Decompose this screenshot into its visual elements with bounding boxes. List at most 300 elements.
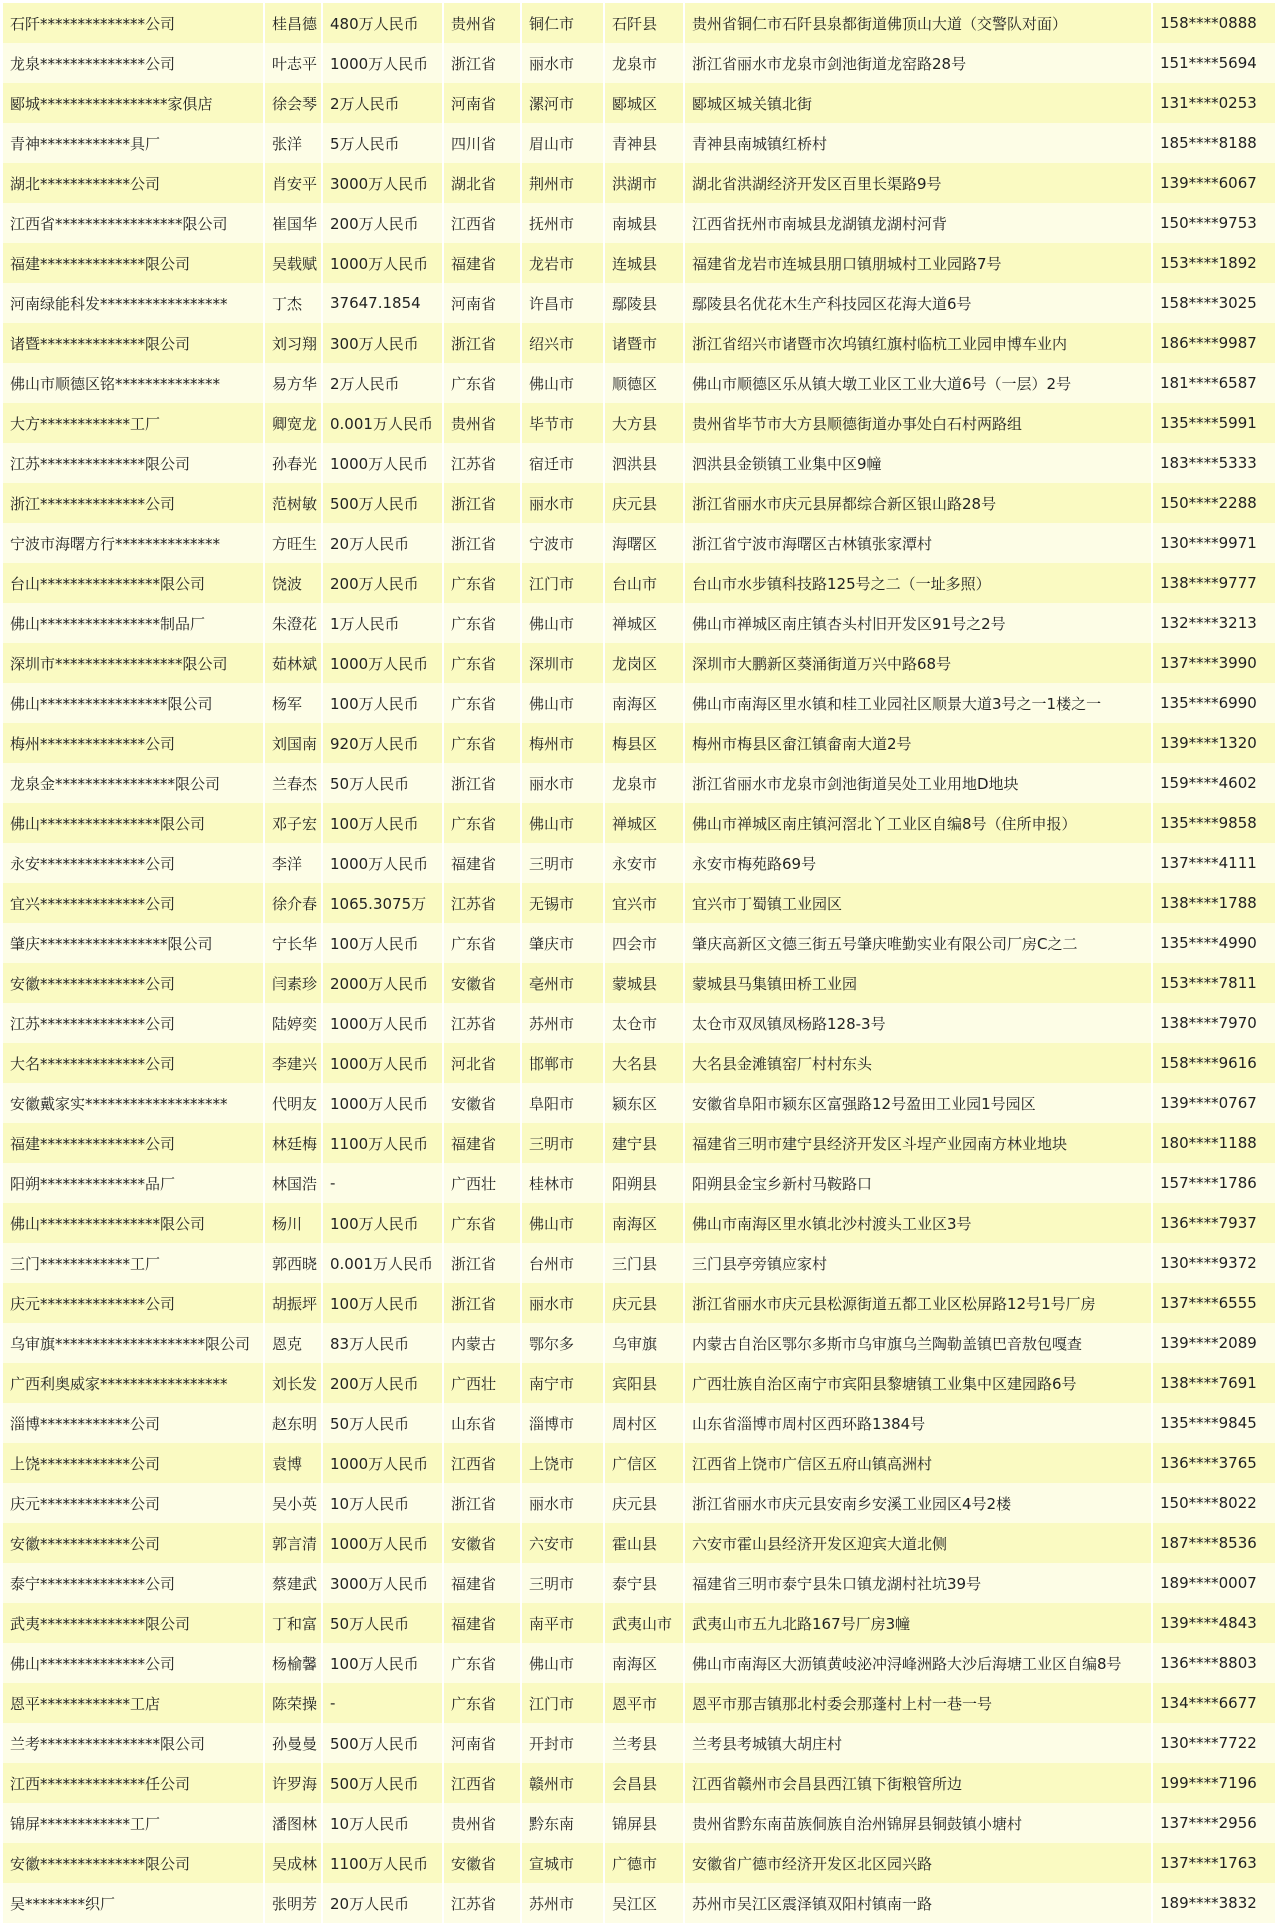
phone-cell: 139****6067	[1160, 174, 1257, 192]
company-name-cell: 武夷**************限公司	[3, 1603, 265, 1643]
district-cell: 鄢陵县	[605, 283, 685, 323]
phone-cell: 134****6677	[1160, 1694, 1257, 1712]
legal-rep-cell: 吴成林	[265, 1843, 323, 1883]
province-cell: 河南省	[444, 283, 522, 323]
legal-rep-cell: 袁博	[265, 1443, 323, 1483]
district-cell: 庆元县	[605, 483, 685, 523]
legal-rep-cell: 徐会琴	[265, 83, 323, 123]
phone-cell: 130****9372	[1160, 1254, 1257, 1272]
address-cell: 浙江省丽水市龙泉市剑池街道龙窑路28号	[685, 43, 1153, 83]
table-row	[3, 1403, 1275, 1443]
registered-capital-cell: 20万人民币	[323, 523, 444, 563]
table-row	[3, 1483, 1275, 1523]
city-cell: 深圳市	[522, 643, 605, 683]
district-cell: 霍山县	[605, 1523, 685, 1563]
legal-rep-cell: 杨榆馨	[265, 1643, 323, 1683]
table-row	[3, 403, 1275, 443]
registered-capital-cell: 500万人民币	[323, 1763, 444, 1803]
table-row	[3, 1683, 1275, 1723]
district-cell: 洪湖市	[605, 163, 685, 203]
district-cell: 梅县区	[605, 723, 685, 763]
city-cell: 阜阳市	[522, 1083, 605, 1123]
phone-cell: 186****9987	[1160, 334, 1257, 352]
table-row	[3, 483, 1275, 523]
city-cell: 南平市	[522, 1603, 605, 1643]
district-cell: 诸暨市	[605, 323, 685, 363]
registered-capital-cell: 5万人民币	[323, 123, 444, 163]
company-name-cell: 龙泉金****************限公司	[3, 763, 265, 803]
district-cell: 大名县	[605, 1043, 685, 1083]
company-name-cell: 安徽戴家实*******************	[3, 1083, 265, 1123]
legal-rep-cell: 林国浩	[265, 1163, 323, 1203]
district-cell: 宜兴市	[605, 883, 685, 923]
province-cell: 江西省	[444, 1443, 522, 1483]
address-cell: 大名县金滩镇窑厂村村东头	[685, 1043, 1153, 1083]
address-cell: 湖北省洪湖经济开发区百里长渠路9号	[685, 163, 1153, 203]
legal-rep-cell: 吴小英	[265, 1483, 323, 1523]
city-cell: 梅州市	[522, 723, 605, 763]
legal-rep-cell: 赵东明	[265, 1403, 323, 1443]
legal-rep-cell: 朱澄花	[265, 603, 323, 643]
city-cell: 南宁市	[522, 1363, 605, 1403]
address-cell: 浙江省丽水市庆元县屏都综合新区银山路28号	[685, 483, 1153, 523]
district-cell: 南海区	[605, 1643, 685, 1683]
province-cell: 广东省	[444, 683, 522, 723]
registered-capital-cell: 1000万人民币	[323, 1043, 444, 1083]
address-cell: 山东省淄博市周村区西环路1384号	[685, 1403, 1153, 1443]
province-cell: 广东省	[444, 563, 522, 603]
district-cell: 庆元县	[605, 1283, 685, 1323]
address-cell: 福建省三明市建宁县经济开发区斗埕产业园南方林业地块	[685, 1123, 1153, 1163]
table-row	[3, 1803, 1275, 1843]
province-cell: 广东省	[444, 603, 522, 643]
legal-rep-cell: 郭言清	[265, 1523, 323, 1563]
address-cell: 阳朔县金宝乡新村马鞍路口	[685, 1163, 1153, 1203]
registered-capital-cell: 10万人民币	[323, 1803, 444, 1843]
table-row	[3, 1043, 1275, 1083]
city-cell: 龙岩市	[522, 243, 605, 283]
table-row	[3, 123, 1275, 163]
district-cell: 连城县	[605, 243, 685, 283]
table-row	[3, 1643, 1275, 1683]
address-cell: 安徽省阜阳市颍东区富强路12号盈田工业园1号园区	[685, 1083, 1153, 1123]
company-name-cell: 兰考****************限公司	[3, 1723, 265, 1763]
phone-cell: 136****7937	[1160, 1214, 1257, 1232]
phone-cell: 189****0007	[1160, 1574, 1257, 1592]
registered-capital-cell: 1000万人民币	[323, 443, 444, 483]
table-row	[3, 1083, 1275, 1123]
address-cell: 江西省上饶市广信区五府山镇高洲村	[685, 1443, 1153, 1483]
province-cell: 河南省	[444, 1723, 522, 1763]
registered-capital-cell: 1000万人民币	[323, 843, 444, 883]
company-name-cell: 泰宁**************公司	[3, 1563, 265, 1603]
registered-capital-cell: 100万人民币	[323, 803, 444, 843]
phone-cell: 150****9753	[1160, 214, 1257, 232]
province-cell: 安徽省	[444, 1843, 522, 1883]
company-name-cell: 安徽**************公司	[3, 963, 265, 1003]
registered-capital-cell: 50万人民币	[323, 763, 444, 803]
table-row	[3, 723, 1275, 763]
company-name-cell: 佛山**************公司	[3, 1643, 265, 1683]
registered-capital-cell: 1000万人民币	[323, 1003, 444, 1043]
legal-rep-cell: 范树敏	[265, 483, 323, 523]
registered-capital-cell: 200万人民币	[323, 203, 444, 243]
registered-capital-cell: 1100万人民币	[323, 1843, 444, 1883]
province-cell: 安徽省	[444, 1523, 522, 1563]
company-name-cell: 湖北************公司	[3, 163, 265, 203]
city-cell: 毕节市	[522, 403, 605, 443]
phone-cell: 135****9845	[1160, 1414, 1257, 1432]
phone-cell: 131****0253	[1160, 94, 1257, 112]
legal-rep-cell: 陈荣操	[265, 1683, 323, 1723]
company-name-cell: 深圳市*****************限公司	[3, 643, 265, 683]
company-name-cell: 台山****************限公司	[3, 563, 265, 603]
city-cell: 佛山市	[522, 363, 605, 403]
phone-cell: 136****3765	[1160, 1454, 1257, 1472]
phone-cell: 183****5333	[1160, 454, 1257, 472]
phone-cell: 158****3025	[1160, 294, 1257, 312]
phone-cell: 137****1763	[1160, 1854, 1257, 1872]
legal-rep-cell: 陆婷奕	[265, 1003, 323, 1043]
table-row	[3, 1003, 1275, 1043]
city-cell: 三明市	[522, 1123, 605, 1163]
province-cell: 江苏省	[444, 1883, 522, 1923]
district-cell: 泗洪县	[605, 443, 685, 483]
legal-rep-cell: 代明友	[265, 1083, 323, 1123]
table-row	[3, 83, 1275, 123]
registered-capital-cell: 500万人民币	[323, 1723, 444, 1763]
phone-cell: 137****6555	[1160, 1294, 1257, 1312]
province-cell: 山东省	[444, 1403, 522, 1443]
district-cell: 锦屏县	[605, 1803, 685, 1843]
company-name-cell: 佛山****************限公司	[3, 1203, 265, 1243]
address-cell: 佛山市顺德区乐从镇大墩工业区工业大道6号（一层）2号	[685, 363, 1153, 403]
address-cell: 鄢陵县名优花木生产科技园区花海大道6号	[685, 283, 1153, 323]
phone-cell: 180****1188	[1160, 1134, 1257, 1152]
district-cell: 建宁县	[605, 1123, 685, 1163]
phone-cell: 137****2956	[1160, 1814, 1257, 1832]
phone-cell: 157****1786	[1160, 1174, 1257, 1192]
address-cell: 青神县南城镇红桥村	[685, 123, 1153, 163]
province-cell: 贵州省	[444, 1803, 522, 1843]
province-cell: 贵州省	[444, 3, 522, 43]
legal-rep-cell: 李洋	[265, 843, 323, 883]
city-cell: 佛山市	[522, 683, 605, 723]
table-row	[3, 1723, 1275, 1763]
city-cell: 无锡市	[522, 883, 605, 923]
province-cell: 浙江省	[444, 763, 522, 803]
district-cell: 南海区	[605, 683, 685, 723]
province-cell: 安徽省	[444, 1083, 522, 1123]
address-cell: 佛山市禅城区南庄镇河滘北丫工业区自编8号（住所申报）	[685, 803, 1153, 843]
company-name-cell: 宜兴**************公司	[3, 883, 265, 923]
city-cell: 绍兴市	[522, 323, 605, 363]
company-name-cell: 江苏**************限公司	[3, 443, 265, 483]
legal-rep-cell: 张洋	[265, 123, 323, 163]
address-cell: 郾城区城关镇北街	[685, 83, 1153, 123]
address-cell: 福建省三明市泰宁县朱口镇龙湖村社坑39号	[685, 1563, 1153, 1603]
city-cell: 宣城市	[522, 1843, 605, 1883]
address-cell: 广西壮族自治区南宁市宾阳县黎塘镇工业集中区建园路6号	[685, 1363, 1153, 1403]
address-cell: 恩平市那吉镇那北村委会那蓬村上村一巷一号	[685, 1683, 1153, 1723]
address-cell: 浙江省丽水市庆元县安南乡安溪工业园区4号2楼	[685, 1483, 1153, 1523]
table-row	[3, 1123, 1275, 1163]
district-cell: 广德市	[605, 1843, 685, 1883]
registered-capital-cell: 37647.1854	[323, 283, 444, 323]
phone-cell: 185****8188	[1160, 134, 1257, 152]
legal-rep-cell: 丁杰	[265, 283, 323, 323]
district-cell: 永安市	[605, 843, 685, 883]
province-cell: 河南省	[444, 83, 522, 123]
company-name-cell: 大方************工厂	[3, 403, 265, 443]
company-name-cell: 佛山*****************限公司	[3, 683, 265, 723]
address-cell: 永安市梅苑路69号	[685, 843, 1153, 883]
city-cell: 江门市	[522, 1683, 605, 1723]
province-cell: 河北省	[444, 1043, 522, 1083]
phone-cell: 150****8022	[1160, 1494, 1257, 1512]
table-row	[3, 1843, 1275, 1883]
district-cell: 青神县	[605, 123, 685, 163]
district-cell: 郾城区	[605, 83, 685, 123]
phone-cell: 153****7811	[1160, 974, 1257, 992]
table-row	[3, 1883, 1275, 1923]
legal-rep-cell: 饶波	[265, 563, 323, 603]
province-cell: 广西壮	[444, 1163, 522, 1203]
district-cell: 蒙城县	[605, 963, 685, 1003]
address-cell: 三门县亭旁镇应家村	[685, 1243, 1153, 1283]
city-cell: 鄂尔多	[522, 1323, 605, 1363]
legal-rep-cell: 张明芳	[265, 1883, 323, 1923]
table-row	[3, 923, 1275, 963]
registered-capital-cell: 2万人民币	[323, 83, 444, 123]
city-cell: 江门市	[522, 563, 605, 603]
company-name-cell: 淄博************公司	[3, 1403, 265, 1443]
registered-capital-cell: 100万人民币	[323, 923, 444, 963]
legal-rep-cell: 杨川	[265, 1203, 323, 1243]
address-cell: 梅州市梅县区畲江镇畲南大道2号	[685, 723, 1153, 763]
district-cell: 乌审旗	[605, 1323, 685, 1363]
company-name-cell: 大名**************公司	[3, 1043, 265, 1083]
city-cell: 丽水市	[522, 1283, 605, 1323]
province-cell: 广东省	[444, 1203, 522, 1243]
table-row	[3, 1203, 1275, 1243]
legal-rep-cell: 许罗海	[265, 1763, 323, 1803]
phone-cell: 139****4843	[1160, 1614, 1257, 1632]
legal-rep-cell: 兰春杰	[265, 763, 323, 803]
company-name-cell: 阳朔**************品厂	[3, 1163, 265, 1203]
company-name-cell: 吴********织厂	[3, 1883, 265, 1923]
province-cell: 广西壮	[444, 1363, 522, 1403]
registered-capital-cell: 10万人民币	[323, 1483, 444, 1523]
district-cell: 阳朔县	[605, 1163, 685, 1203]
address-cell: 浙江省宁波市海曙区古林镇张家潭村	[685, 523, 1153, 563]
address-cell: 贵州省铜仁市石阡县泉都街道佛顶山大道（交警队对面）	[685, 3, 1153, 43]
company-name-cell: 永安**************公司	[3, 843, 265, 883]
address-cell: 佛山市禅城区南庄镇杏头村旧开发区91号之2号	[685, 603, 1153, 643]
company-name-cell: 佛山****************限公司	[3, 803, 265, 843]
city-cell: 黔东南	[522, 1803, 605, 1843]
table-row	[3, 243, 1275, 283]
company-name-cell: 福建**************公司	[3, 1123, 265, 1163]
province-cell: 浙江省	[444, 1243, 522, 1283]
table-row	[3, 1603, 1275, 1643]
table-row	[3, 1283, 1275, 1323]
registered-capital-cell: 1000万人民币	[323, 243, 444, 283]
city-cell: 佛山市	[522, 803, 605, 843]
address-cell: 太仓市双凤镇凤杨路128-3号	[685, 1003, 1153, 1043]
district-cell: 台山市	[605, 563, 685, 603]
registered-capital-cell: 0.001万人民币	[323, 1243, 444, 1283]
registered-capital-cell: 200万人民币	[323, 1363, 444, 1403]
city-cell: 淄博市	[522, 1403, 605, 1443]
province-cell: 福建省	[444, 1603, 522, 1643]
province-cell: 湖北省	[444, 163, 522, 203]
table-row	[3, 323, 1275, 363]
table-row	[3, 283, 1275, 323]
address-cell: 泗洪县金锁镇工业集中区9幢	[685, 443, 1153, 483]
legal-rep-cell: 杨军	[265, 683, 323, 723]
legal-rep-cell: 孙春光	[265, 443, 323, 483]
registered-capital-cell: 1000万人民币	[323, 643, 444, 683]
district-cell: 武夷山市	[605, 1603, 685, 1643]
phone-cell: 139****1320	[1160, 734, 1257, 752]
company-name-cell: 乌审旗********************限公司	[3, 1323, 265, 1363]
city-cell: 台州市	[522, 1243, 605, 1283]
district-cell: 龙泉市	[605, 763, 685, 803]
company-name-cell: 佛山市顺德区铭**************	[3, 363, 265, 403]
province-cell: 广东省	[444, 803, 522, 843]
address-cell: 江西省赣州市会昌县西江镇下街粮管所边	[685, 1763, 1153, 1803]
phone-cell: 150****2288	[1160, 494, 1257, 512]
address-cell: 浙江省绍兴市诸暨市次坞镇红旗村临杭工业园申博车业内	[685, 323, 1153, 363]
city-cell: 抚州市	[522, 203, 605, 243]
legal-rep-cell: 潘图林	[265, 1803, 323, 1843]
table-row	[3, 963, 1275, 1003]
address-cell: 深圳市大鹏新区葵涌街道万兴中路68号	[685, 643, 1153, 683]
phone-cell: 139****0767	[1160, 1094, 1257, 1112]
city-cell: 上饶市	[522, 1443, 605, 1483]
registered-capital-cell: 3000万人民币	[323, 1563, 444, 1603]
province-cell: 福建省	[444, 1123, 522, 1163]
city-cell: 丽水市	[522, 483, 605, 523]
city-cell: 三明市	[522, 843, 605, 883]
registered-capital-cell: 1000万人民币	[323, 1083, 444, 1123]
city-cell: 宿迁市	[522, 443, 605, 483]
table-row	[3, 1323, 1275, 1363]
phone-cell: 135****9858	[1160, 814, 1257, 832]
district-cell: 太仓市	[605, 1003, 685, 1043]
city-cell: 肇庆市	[522, 923, 605, 963]
province-cell: 浙江省	[444, 323, 522, 363]
company-name-cell: 梅州**************公司	[3, 723, 265, 763]
city-cell: 丽水市	[522, 763, 605, 803]
city-cell: 丽水市	[522, 1483, 605, 1523]
legal-rep-cell: 恩克	[265, 1323, 323, 1363]
district-cell: 龙泉市	[605, 43, 685, 83]
province-cell: 广东省	[444, 1643, 522, 1683]
legal-rep-cell: 林廷梅	[265, 1123, 323, 1163]
city-cell: 邯郸市	[522, 1043, 605, 1083]
province-cell: 浙江省	[444, 483, 522, 523]
district-cell: 吴江区	[605, 1883, 685, 1923]
province-cell: 广东省	[444, 923, 522, 963]
city-cell: 宁波市	[522, 523, 605, 563]
legal-rep-cell: 刘国南	[265, 723, 323, 763]
phone-cell: 153****1892	[1160, 254, 1257, 272]
phone-cell: 136****8803	[1160, 1654, 1257, 1672]
phone-cell: 189****3832	[1160, 1894, 1257, 1912]
city-cell: 桂林市	[522, 1163, 605, 1203]
company-name-cell: 石阡**************公司	[3, 3, 265, 43]
district-cell: 石阡县	[605, 3, 685, 43]
legal-rep-cell: 刘长发	[265, 1363, 323, 1403]
province-cell: 江西省	[444, 203, 522, 243]
legal-rep-cell: 肖安平	[265, 163, 323, 203]
registered-capital-cell: 83万人民币	[323, 1323, 444, 1363]
phone-cell: 138****7691	[1160, 1374, 1257, 1392]
company-name-cell: 三门************工厂	[3, 1243, 265, 1283]
table-row	[3, 1443, 1275, 1483]
address-cell: 蒙城县马集镇田桥工业园	[685, 963, 1153, 1003]
legal-rep-cell: 邓子宏	[265, 803, 323, 843]
legal-rep-cell: 吴载赋	[265, 243, 323, 283]
address-cell: 六安市霍山县经济开发区迎宾大道北侧	[685, 1523, 1153, 1563]
province-cell: 安徽省	[444, 963, 522, 1003]
company-name-cell: 江西省*****************限公司	[3, 203, 265, 243]
district-cell: 宾阳县	[605, 1363, 685, 1403]
city-cell: 铜仁市	[522, 3, 605, 43]
registered-capital-cell: 100万人民币	[323, 1283, 444, 1323]
legal-rep-cell: 胡振坪	[265, 1283, 323, 1323]
city-cell: 佛山市	[522, 1203, 605, 1243]
city-cell: 佛山市	[522, 603, 605, 643]
table-row	[3, 1563, 1275, 1603]
company-name-cell: 安徽************公司	[3, 1523, 265, 1563]
phone-cell: 130****9971	[1160, 534, 1257, 552]
legal-rep-cell: 李建兴	[265, 1043, 323, 1083]
registered-capital-cell: 1100万人民币	[323, 1123, 444, 1163]
city-cell: 开封市	[522, 1723, 605, 1763]
district-cell: 恩平市	[605, 1683, 685, 1723]
address-cell: 宜兴市丁蜀镇工业园区	[685, 883, 1153, 923]
legal-rep-cell: 茹林斌	[265, 643, 323, 683]
phone-cell: 199****7196	[1160, 1774, 1257, 1792]
legal-rep-cell: 卿宽龙	[265, 403, 323, 443]
registered-capital-cell: 1000万人民币	[323, 1523, 444, 1563]
company-name-cell: 上饶************公司	[3, 1443, 265, 1483]
district-cell: 南海区	[605, 1203, 685, 1243]
city-cell: 亳州市	[522, 963, 605, 1003]
table-row	[3, 43, 1275, 83]
address-cell: 贵州省毕节市大方县顺德街道办事处白石村两路组	[685, 403, 1153, 443]
registered-capital-cell: 1万人民币	[323, 603, 444, 643]
province-cell: 江苏省	[444, 883, 522, 923]
district-cell: 龙岗区	[605, 643, 685, 683]
registered-capital-cell: 480万人民币	[323, 3, 444, 43]
table-row	[3, 603, 1275, 643]
province-cell: 福建省	[444, 843, 522, 883]
phone-cell: 137****4111	[1160, 854, 1257, 872]
table-row	[3, 1163, 1275, 1203]
company-name-cell: 青神************具厂	[3, 123, 265, 163]
registered-capital-cell: 1065.3075万	[323, 883, 444, 923]
province-cell: 浙江省	[444, 43, 522, 83]
company-name-cell: 宁波市海曙方行**************	[3, 523, 265, 563]
company-name-cell: 庆元************公司	[3, 1483, 265, 1523]
registered-capital-cell: 200万人民币	[323, 563, 444, 603]
phone-cell: 187****8536	[1160, 1534, 1257, 1552]
district-cell: 周村区	[605, 1403, 685, 1443]
